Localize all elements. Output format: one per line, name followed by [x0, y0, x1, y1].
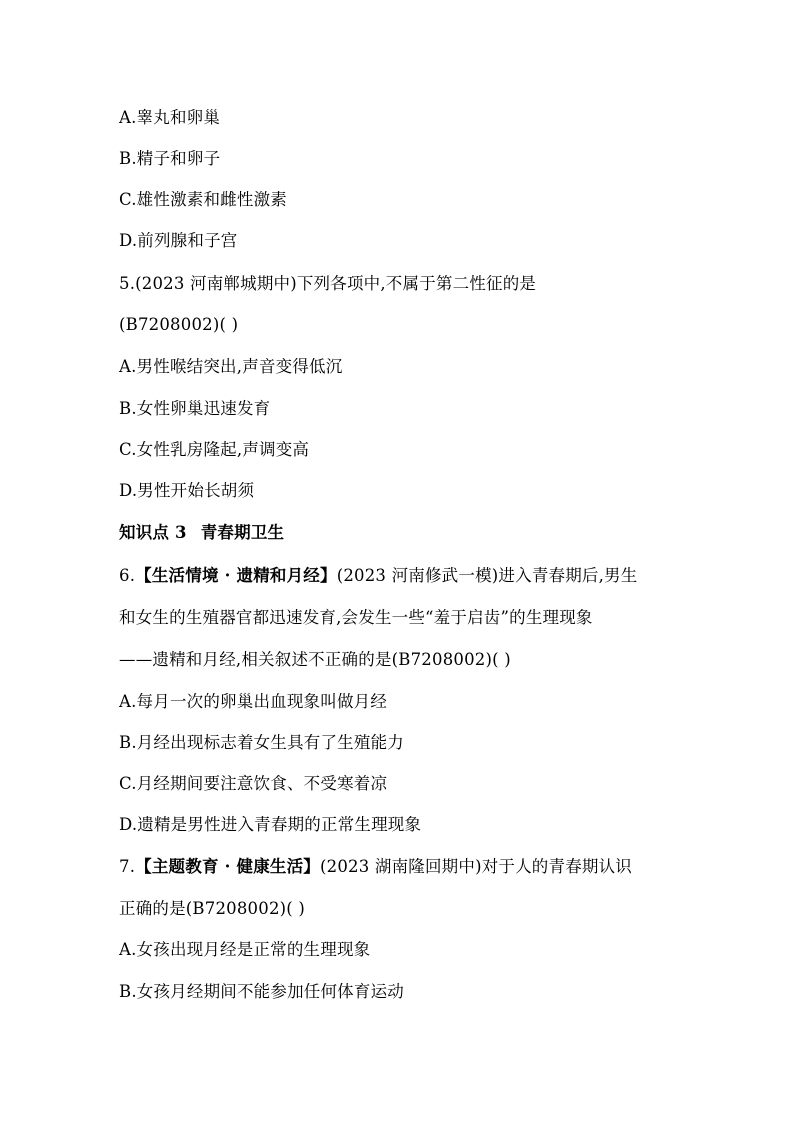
- q6-stem-line3: ——遗精和月经,相关叙述不正确的是(B7208002)( ): [119, 650, 511, 669]
- q5-option-c: C.女性乳房隆起,声调变高: [119, 440, 310, 459]
- q4-option-c: C.雄性激素和雌性激素: [119, 190, 287, 209]
- q7-stem-line2: 正确的是(B7208002)( ): [119, 899, 306, 918]
- q6-option-c: C.月经期间要注意饮食、不受寒着凉: [119, 774, 388, 793]
- q7-stem-line1: [119, 857, 632, 877]
- q6-stem-line2: 和女生的生殖器官都迅速发育,会发生一些“羞于启齿”的生理现象: [119, 608, 593, 627]
- q7-number: 7.: [119, 857, 136, 876]
- q6-option-a: A.每月一次的卵巢出血现象叫做月经: [119, 692, 388, 711]
- q7-stem-text: (2023 湖南隆回期中)对于人的青春期认识: [320, 857, 633, 876]
- section-heading: [119, 523, 284, 543]
- q7-option-b: B.女孩月经期间不能参加任何体育运动: [119, 982, 404, 1001]
- section-title: 青春期卫生: [200, 523, 285, 542]
- section-number: 知识点 3: [119, 523, 187, 542]
- q7-tag: 【主题教育 · 健康生活】: [135, 857, 320, 876]
- q6-option-d: D.遗精是男性进入青春期的正常生理现象: [119, 815, 422, 834]
- q6-tag: 【生活情境 · 遗精和月经】: [135, 566, 337, 585]
- q5-stem-line2: (B7208002)( ): [119, 315, 239, 334]
- q5-option-b: B.女性卵巢迅速发育: [119, 399, 271, 418]
- q5-stem-line1: 5.(2023 河南郸城期中)下列各项中,不属于第二性征的是: [119, 274, 537, 293]
- q6-stem-line1: [119, 566, 637, 586]
- q6-option-b: B.月经出现标志着女生具有了生殖能力: [119, 733, 404, 752]
- q7-option-a: A.女孩出现月经是正常的生理现象: [119, 940, 371, 959]
- q5-option-d: D.男性开始长胡须: [119, 481, 255, 500]
- q4-option-d: D.前列腺和子宫: [119, 231, 238, 250]
- q4-option-b: B.精子和卵子: [119, 149, 221, 168]
- q6-stem-text: (2023 河南修武一模)进入青春期后,男生: [336, 566, 638, 585]
- q6-number: 6.: [119, 566, 136, 585]
- q4-option-a: A.睾丸和卵巢: [119, 108, 221, 127]
- q5-option-a: A.男性喉结突出,声音变得低沉: [119, 357, 343, 376]
